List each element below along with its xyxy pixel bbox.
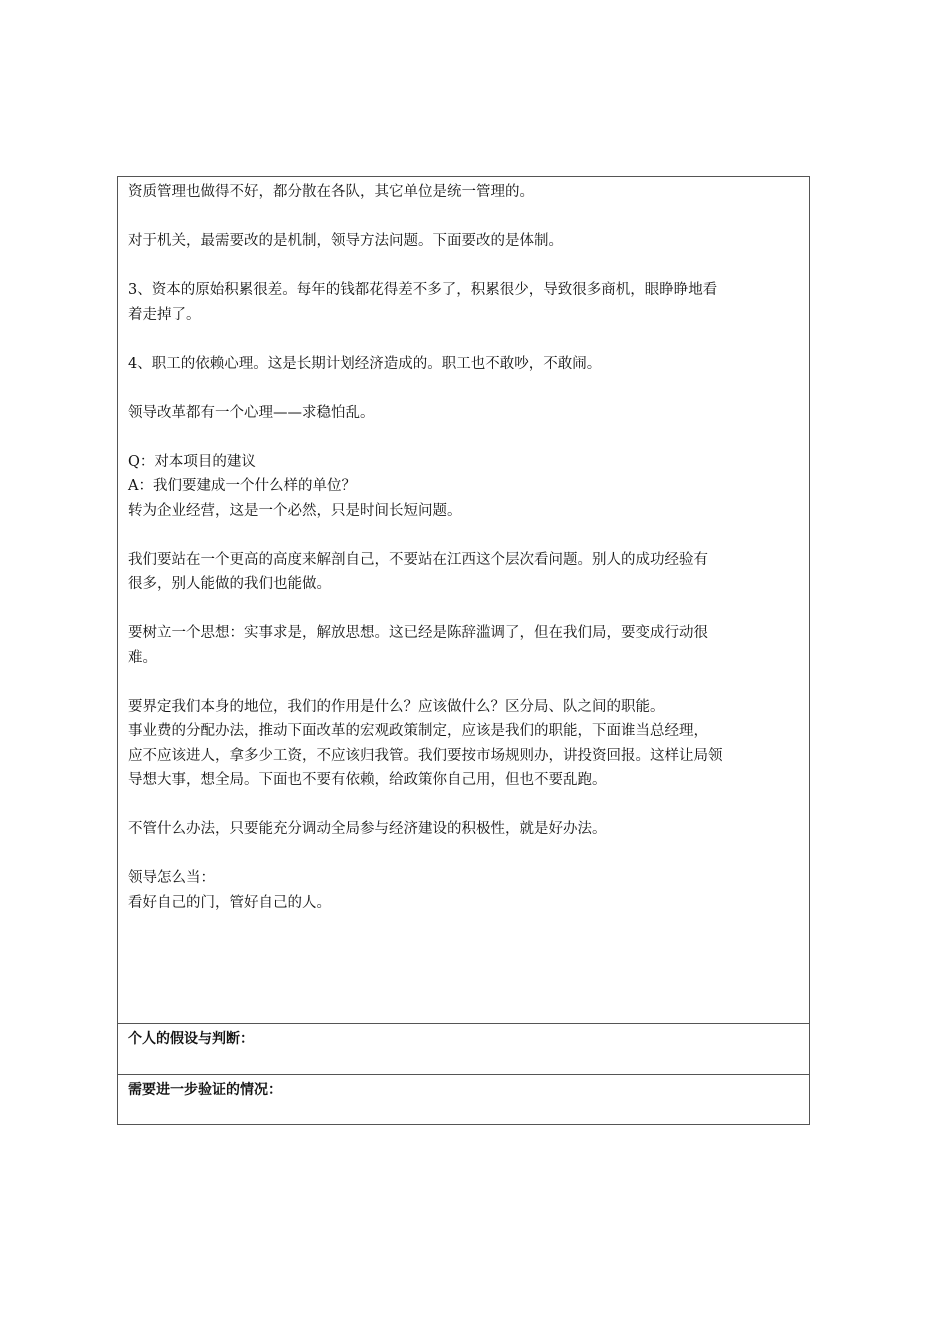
answer-line: A：我们要建成一个什么样的单位？ bbox=[128, 478, 356, 494]
text-line: 很多，别人能做的我们也能做。 bbox=[128, 576, 331, 592]
text-line: 领导怎么当： bbox=[128, 870, 215, 886]
verify-label: 需要进一步验证的情况： bbox=[128, 1082, 282, 1098]
question-line: Q：对本项目的建议 bbox=[128, 453, 256, 470]
text-line: 3、资本的原始积累很差。每年的钱都花得差不多了，积累很少，导致很多商机，眼睁睁地看 bbox=[128, 282, 718, 298]
paragraph-10 bbox=[128, 817, 801, 842]
paragraph-4 bbox=[128, 352, 801, 377]
text-line: 领导改革都有一个心理——求稳怕乱。 bbox=[128, 404, 375, 421]
paragraph-11 bbox=[128, 866, 801, 915]
text-line: 转为企业经营，这是一个必然，只是时间长短问题。 bbox=[128, 502, 462, 519]
text-line: 不管什么办法，只要能充分调动全局参与经济建设的积极性，就是好办法。 bbox=[128, 821, 607, 837]
notes-content-cell bbox=[118, 177, 809, 1024]
text-line: 看好自己的门，管好自己的人。 bbox=[128, 894, 331, 911]
text-line: 着走掉了。 bbox=[128, 306, 201, 323]
paragraph-3 bbox=[128, 278, 801, 327]
paragraph-1 bbox=[128, 180, 801, 205]
text-line: 对于机关，最需要改的是机制，领导方法问题。下面要改的是体制。 bbox=[128, 233, 563, 249]
paragraph-7 bbox=[128, 548, 801, 597]
text-line: 难。 bbox=[128, 649, 157, 666]
paragraph-6 bbox=[128, 450, 801, 524]
text-line: 要界定我们本身的地位，我们的作用是什么？应该做什么？区分局、队之间的职能。 bbox=[128, 698, 665, 715]
text-line: 要树立一个思想：实事求是，解放思想。这已经是陈辞滥调了，但在我们局，要变成行动很 bbox=[128, 625, 708, 641]
assumptions-label: 个人的假设与判断： bbox=[128, 1031, 254, 1047]
text-line: 应不应该进人，拿多少工资，不应该归我管。我们要按市场规则办，讲投资回报。这样让局领 bbox=[128, 747, 723, 764]
verify-cell bbox=[118, 1075, 809, 1124]
paragraph-2 bbox=[128, 229, 801, 254]
paragraph-5 bbox=[128, 401, 801, 426]
text-line: 4、职工的依赖心理。这是长期计划经济造成的。职工也不敢吵，不敢闹。 bbox=[128, 355, 602, 372]
paragraph-9 bbox=[128, 695, 801, 793]
paragraph-8 bbox=[128, 621, 801, 670]
assumptions-cell bbox=[118, 1024, 809, 1075]
text-line: 我们要站在一个更高的高度来解剖自己，不要站在江西这个层次看问题。别人的成功经验有 bbox=[128, 551, 708, 568]
text-line: 事业费的分配办法，推动下面改革的宏观政策制定，应该是我们的职能，下面谁当总经理， bbox=[128, 723, 708, 739]
interview-notes-table bbox=[117, 176, 810, 1125]
text-line: 资质管理也做得不好，都分散在各队，其它单位是统一管理的。 bbox=[128, 184, 534, 200]
text-line: 导想大事，想全局。下面也不要有依赖，给政策你自己用，但也不要乱跑。 bbox=[128, 772, 607, 788]
